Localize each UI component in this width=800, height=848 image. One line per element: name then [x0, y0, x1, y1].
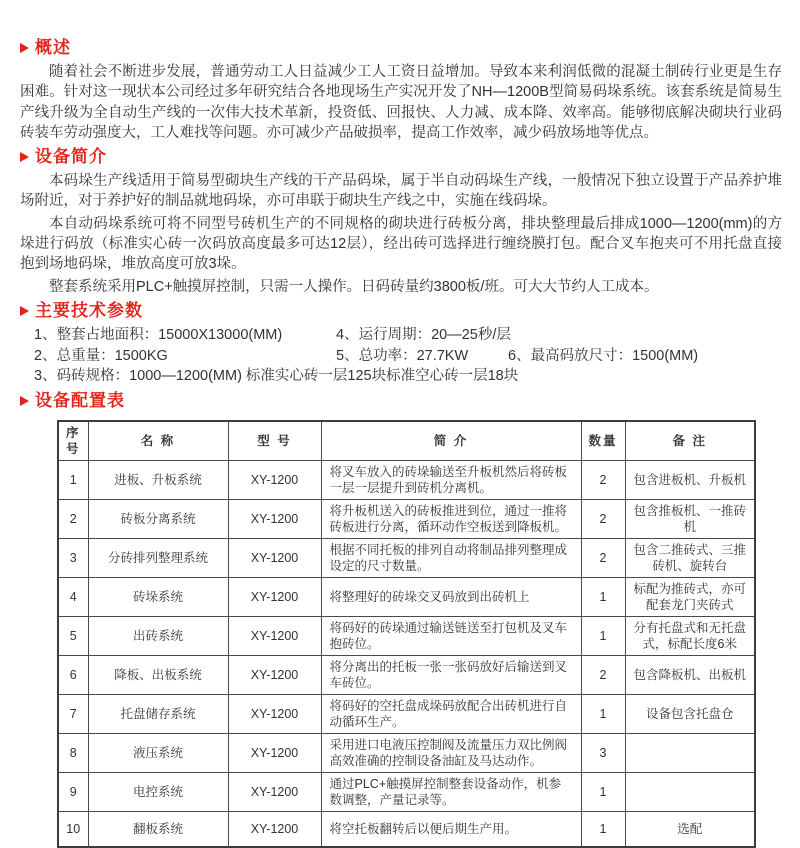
- cell-no: 4: [58, 577, 88, 616]
- config-table-row: [58, 772, 755, 811]
- cell-model: XY-1200: [228, 655, 321, 694]
- header-name: 名 称: [88, 421, 228, 461]
- cell-no: 6: [58, 655, 88, 694]
- cell-qty: 2: [581, 499, 625, 538]
- cell-note: 包含推板机、一推砖机: [625, 499, 755, 538]
- config-table-row: [58, 460, 755, 499]
- config-table-row: [58, 616, 755, 655]
- param-total-weight: 2、总重量：1500KG: [34, 347, 168, 364]
- cell-note: 包含进板机、升板机: [625, 460, 755, 499]
- cell-note: [625, 772, 755, 811]
- cell-model: XY-1200: [228, 811, 321, 847]
- cell-desc: 采用进口电液压控制阀及流量压力双比例阀高效准确的控制设备油缸及马达动作。: [321, 733, 581, 772]
- cell-qty: 1: [581, 577, 625, 616]
- cell-qty: 2: [581, 538, 625, 577]
- param-total-power: 5、总功率：27.7KW: [336, 347, 469, 364]
- cell-model: XY-1200: [228, 538, 321, 577]
- cell-name: 分砖排列整理系统: [88, 538, 228, 577]
- cell-qty: 1: [581, 694, 625, 733]
- cell-name: 托盘储存系统: [88, 694, 228, 733]
- cell-no: 8: [58, 733, 88, 772]
- section-intro: [20, 146, 782, 297]
- cell-name: 电控系统: [88, 772, 228, 811]
- section-params: [20, 300, 782, 387]
- cell-model: XY-1200: [228, 616, 321, 655]
- cell-no: 3: [58, 538, 88, 577]
- header-no: 序号: [58, 421, 88, 461]
- config-table: [57, 420, 756, 848]
- cell-no: 9: [58, 772, 88, 811]
- cell-model: XY-1200: [228, 772, 321, 811]
- config-heading-row: [20, 390, 782, 412]
- cell-note: 分有托盘式和无托盘式，标配长度6米: [625, 616, 755, 655]
- header-qty: 数量: [581, 421, 625, 461]
- cell-model: XY-1200: [228, 733, 321, 772]
- params-list: [20, 325, 782, 387]
- cell-model: XY-1200: [228, 694, 321, 733]
- triangle-bullet-icon: [20, 152, 29, 162]
- params-heading: 主要技术参数: [35, 300, 143, 320]
- triangle-bullet-icon: [20, 306, 29, 316]
- cell-desc: 通过PLC+触摸屏控制整套设备动作，机参数调整，产量记录等。: [321, 772, 581, 811]
- section-overview: [20, 37, 782, 143]
- cell-desc: 将空托板翻转后以便后期生产用。: [321, 811, 581, 847]
- config-table-row: [58, 733, 755, 772]
- param-max-stack-size: 6、最高码放尺寸：1500(MM): [508, 347, 699, 364]
- overview-heading: 概述: [35, 38, 71, 57]
- cell-qty: 2: [581, 460, 625, 499]
- cell-name: 降板、出板系统: [88, 655, 228, 694]
- cell-note: 包含二推砖式、三推砖机、旋转台: [625, 538, 755, 577]
- cell-qty: 2: [581, 655, 625, 694]
- intro-heading-row: [20, 146, 782, 168]
- intro-heading: 设备简介: [35, 147, 107, 167]
- triangle-bullet-icon: [20, 43, 29, 53]
- cell-qty: 1: [581, 616, 625, 655]
- params-heading-row: [20, 300, 782, 322]
- param-floor-area: 1、整套占地面积：15000X13000(MM): [34, 326, 283, 343]
- cell-desc: 将升板机送入的砖板推进到位，通过一推将砖板进行分离，循环动作空板送到降板机。: [321, 499, 581, 538]
- config-table-row: [58, 694, 755, 733]
- cell-no: 1: [58, 460, 88, 499]
- cell-name: 液压系统: [88, 733, 228, 772]
- cell-desc: 根据不同托板的排列自动将制品排列整理成设定的尺寸数量。: [321, 538, 581, 577]
- config-table-row: [58, 499, 755, 538]
- param-brick-spec: 3、码砖规格：1000—1200(MM) 标准实心砖一层125块标准空心砖一层18块: [34, 368, 519, 385]
- cell-no: 10: [58, 811, 88, 847]
- header-model: 型 号: [228, 421, 321, 461]
- triangle-bullet-icon: [20, 396, 29, 406]
- cell-qty: 1: [581, 772, 625, 811]
- config-table-row: [58, 811, 755, 847]
- cell-name: 出砖系统: [88, 616, 228, 655]
- cell-note: 选配: [625, 811, 755, 847]
- cell-name: 进板、升板系统: [88, 460, 228, 499]
- config-table-row: [58, 538, 755, 577]
- cell-desc: 将码好的空托盘成垛码放配合出砖机进行自动循环生产。: [321, 694, 581, 733]
- section-config: [20, 390, 782, 848]
- overview-heading-row: [20, 37, 782, 59]
- params-line-3: [34, 366, 782, 387]
- intro-paragraph-3: 整套系统采用PLC+触摸屏控制，只需一人操作。日码砖量约3800板/班。可大大节约人工成本。: [49, 278, 659, 295]
- config-table-header-row: [58, 421, 755, 461]
- cell-note: 设备包含托盘仓: [625, 694, 755, 733]
- cell-desc: 将整理好的砖垛交叉码放到出砖机上: [321, 577, 581, 616]
- cell-name: 砖板分离系统: [88, 499, 228, 538]
- cell-model: XY-1200: [228, 577, 321, 616]
- intro-paragraph-2: 本自动码垛系统可将不同型号砖机生产的不同规格的砌块进行砖板分离，排块整理最后排成1000—1200(mm)的方垛进行码放（标准实心砖一次码放高度最多可达12层），经出砖可选择进行缠绕膜打包。配合叉车抱夹可不用托盘直接抱到场地码垛，堆放高度可放3垛。: [20, 215, 782, 273]
- cell-name: 翻板系统: [88, 811, 228, 847]
- cell-model: XY-1200: [228, 460, 321, 499]
- header-note: 备 注: [625, 421, 755, 461]
- intro-paragraph-1: 本码垛生产线适用于简易型砌块生产线的干产品码垛，属于半自动码垛生产线，一般情况下独立设置于产品养护堆场附近，对于养护好的制品就地码垛，亦可串联于砌块生产线之中，实施在线码垛。: [20, 173, 782, 210]
- cell-desc: 将叉车放入的砖垛输送至升板机然后将砖板一层一层提升到砖机分离机。: [321, 460, 581, 499]
- param-cycle-time: 4、运行周期：20—25秒/层: [336, 326, 511, 343]
- cell-no: 7: [58, 694, 88, 733]
- header-desc: 简 介: [321, 421, 581, 461]
- cell-qty: 3: [581, 733, 625, 772]
- cell-note: [625, 733, 755, 772]
- config-table-row: [58, 655, 755, 694]
- params-line-2: [34, 346, 782, 367]
- config-table-body: [58, 460, 755, 847]
- cell-desc: 将分离出的托板一张一张码放好后输送到叉车砖位。: [321, 655, 581, 694]
- config-heading: 设备配置表: [35, 390, 125, 410]
- config-table-row: [58, 577, 755, 616]
- overview-paragraph: 随着社会不断进步发展，普通劳动工人日益减少工人工资日益增加。导致本来利润低微的混凝土制砖行业更是生存困难。针对这一现状本公司经过多年研究结合各地现场生产实况开发了NH—1200B型简易码垛系统。该套系统是简易生产线升级为全自动生产线的一次伟大技术革新，投资低、回报快、人力减、成本降、效率高。能够彻底解决砌块行业码砖装车劳动强度大，工人难找等问题。亦可减少产品破损率，提高工作效率，减少码放场地等优点。: [20, 64, 782, 141]
- cell-note: 标配为推砖式，亦可配套龙门夹砖式: [625, 577, 755, 616]
- cell-note: 包含降板机、出板机: [625, 655, 755, 694]
- cell-no: 2: [58, 499, 88, 538]
- cell-model: XY-1200: [228, 499, 321, 538]
- params-line-1: [34, 325, 782, 346]
- cell-name: 砖垛系统: [88, 577, 228, 616]
- cell-qty: 1: [581, 811, 625, 847]
- cell-no: 5: [58, 616, 88, 655]
- cell-desc: 将码好的砖垛通过输送链送至打包机及叉车抱砖位。: [321, 616, 581, 655]
